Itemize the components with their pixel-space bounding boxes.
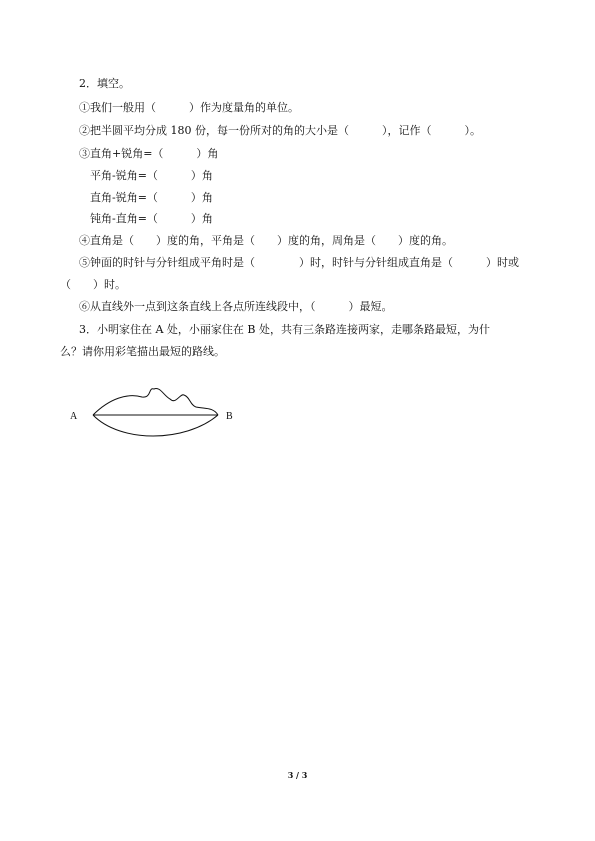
section3-line2: 么？请你用彩笔描出最短的路线。: [60, 345, 225, 358]
question-3c: 直角-锐角=（ ）角: [90, 191, 213, 204]
question-4: ④直角是（ ）度的角，平角是（ ）度的角，周角是（ ）度的角。: [79, 234, 453, 247]
label-b: B: [226, 411, 233, 422]
section2-heading: 2．填空。: [79, 77, 130, 90]
question-3a: ③直角+锐角=（ ）角: [79, 147, 219, 160]
question-5-line1: ⑤钟面的时针与分针组成平角时是（ ）时，时针与分针组成直角是（ ）时或: [79, 256, 519, 269]
question-2: ②把半圆平均分成 180 份，每一份所对的角的大小是（ ），记作（ ）。: [79, 124, 481, 137]
route-diagram: [60, 385, 250, 455]
section3-line1: 3．小明家住在 A 处，小丽家住在 B 处，共有三条路连接两家，走哪条路最短，为什: [79, 323, 491, 336]
label-a: A: [70, 411, 78, 422]
upper-curved-road: [93, 388, 218, 415]
question-1: ①我们一般用（ ）作为度量角的单位。: [79, 101, 299, 114]
question-3b: 平角-锐角=（ ）角: [90, 169, 213, 182]
question-6: ⑥从直线外一点到这条直线上各点所连线段中，（ ）最短。: [79, 300, 393, 313]
page-number: 3 / 3: [287, 770, 308, 780]
question-3d: 钝角-直角=（ ）角: [90, 212, 213, 225]
question-5-line2: （ ）时。: [60, 278, 126, 291]
lower-curved-road: [93, 415, 218, 436]
